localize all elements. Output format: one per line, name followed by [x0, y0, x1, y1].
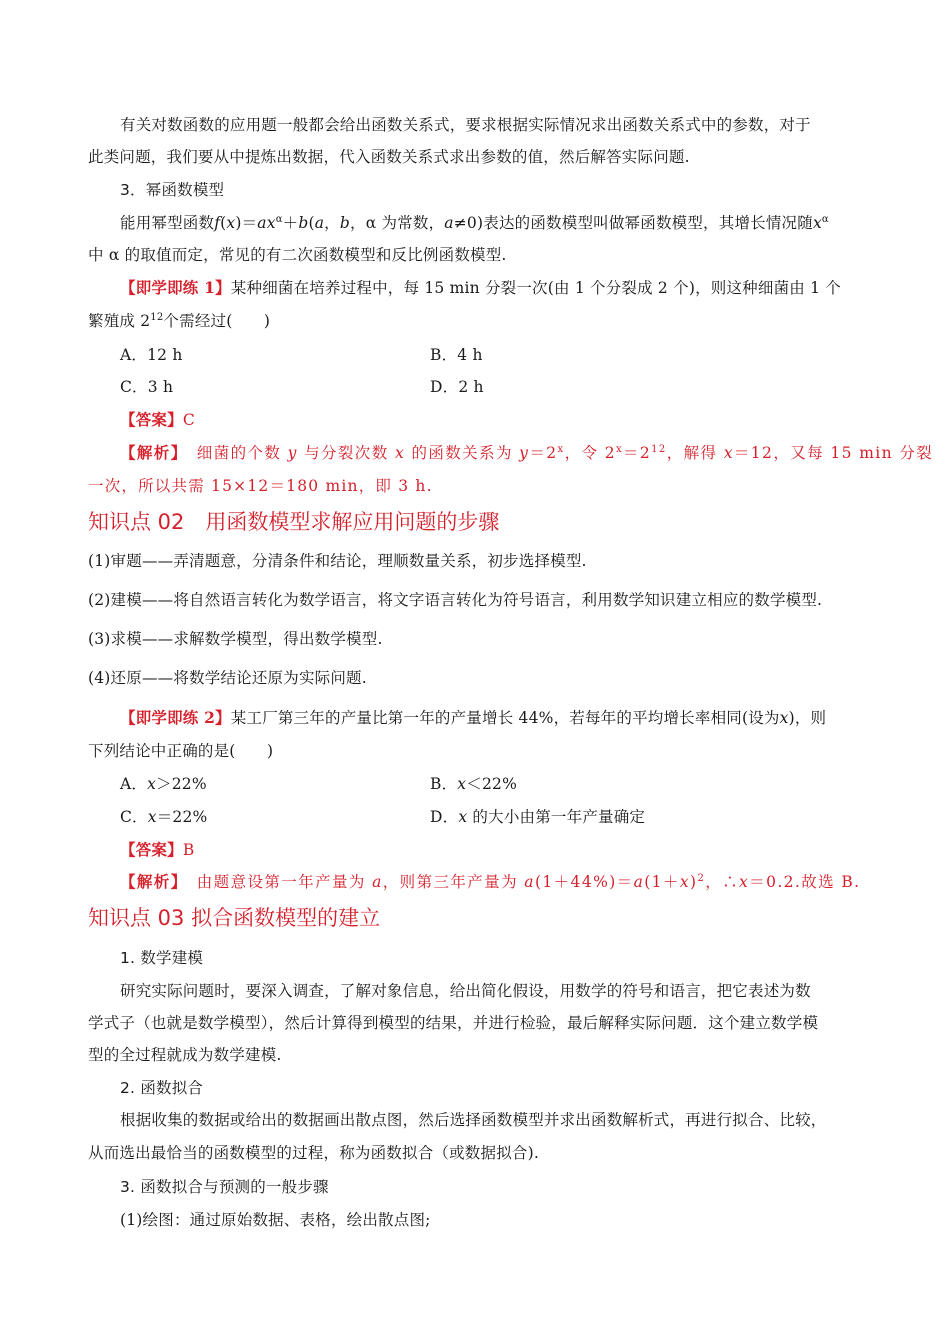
math-modeling-line-1: 研究实际问题时，要深入调查，了解对象信息，给出简化假设，用数学的符号和语言，把它表述为数 [120, 982, 811, 1000]
exercise-2-option-c: C．x＝22% [120, 808, 208, 826]
subsection-fitting-steps: 3. 函数拟合与预测的一般步骤 [120, 1178, 329, 1196]
step-2-modeling: (2)建模——将自然语言转化为数学语言，将文字语言转化为符号语言，利用数学知识建立相应的数学模型. [88, 591, 823, 609]
exercise-1-option-a: A．12 h [120, 346, 183, 364]
exercise-1-analysis-line-1: 【解析】 细菌的个数 y 与分裂次数 x 的函数关系为 $y=2^x$，令 $2^x=2^{12}$，解得 x＝12，又每 15 min 分裂 [120, 443, 934, 462]
intro-line-1: 有关对数函数的应用题一般都会给出函数关系式，要求根据实际情况求出函数关系式中的参数，对于 [120, 116, 811, 134]
function-fitting-line-1: 根据收集的数据或给出的数据画出散点图，然后选择函数模型并求出函数解析式，再进行拟合、比较， [120, 1111, 827, 1129]
exercise-1-option-c: C．3 h [120, 378, 174, 396]
power-model-line-2: 中 α 的取值而定，常见的有二次函数模型和反比例函数模型. [88, 246, 507, 264]
math-modeling-line-2: 学式子（也就是数学模型），然后计算得到模型的结果，并进行检验，最后解释实际问题．这个建立数学模 [88, 1014, 819, 1032]
exercise-1-option-d: D．2 h [430, 378, 484, 396]
subsection-math-modeling: 1. 数学建模 [120, 949, 204, 967]
subsection-function-fitting: 2. 函数拟合 [120, 1079, 204, 1097]
step-3-solve: (3)求模——求解数学模型，得出数学模型. [88, 630, 383, 648]
knowledge-point-02-title: 知识点 02 用函数模型求解应用问题的步骤 [88, 510, 500, 534]
step-1-review: (1)审题——弄清题意，分清条件和结论，理顺数量关系，初步选择模型. [88, 552, 587, 570]
exercise-1-tag: 【即学即练 1】 [120, 278, 231, 297]
fitting-step-1: (1)绘图：通过原始数据、表格，绘出散点图; [120, 1211, 431, 1229]
exercise-2-question-line-2: 下列结论中正确的是( ) [88, 742, 274, 760]
exercise-2-analysis: 【解析】 由题意设第一年产量为 a，则第三年产量为 $a(1+44\%)=a(1+x)^2$，∴x＝0.2.故选 B. [120, 872, 861, 891]
math-modeling-line-3: 型的全过程就成为数学建模. [88, 1046, 282, 1064]
function-fitting-line-2: 从而选出最恰当的函数模型的过程，称为函数拟合（或数据拟合). [88, 1144, 539, 1162]
exercise-1-question-line-1: 【即学即练 1】某种细菌在培养过程中，每 15 min 分裂一次(由 1 个分裂成 2 个)，则这种细菌由 1 个 [120, 278, 841, 297]
knowledge-point-03-title: 知识点 03 拟合函数模型的建立 [88, 906, 381, 930]
exercise-1-analysis-line-2: 一次，所以共需 15×12＝180 min，即 3 h. [88, 477, 433, 495]
exercise-2-option-a: A．x＞22% [120, 775, 207, 793]
exercise-2-option-d: D．x 的大小由第一年产量确定 [430, 808, 646, 826]
section-title-power-model: 3．幂函数模型 [120, 181, 225, 199]
exercise-1-answer: 【答案】C [120, 410, 195, 429]
exercise-2-option-b: B．x＜22% [430, 775, 518, 793]
exercise-1-option-b: B．4 h [430, 346, 483, 364]
exercise-2-question-line-1: 【即学即练 2】某工厂第三年的产量比第一年的产量增长 44%，若每年的平均增长率相同(设为x)，则 [120, 708, 827, 727]
exercise-2-tag: 【即学即练 2】 [120, 708, 231, 727]
exercise-1-question-line-2: 繁殖成 $2^{12}$个需经过( ) [88, 312, 271, 330]
power-model-line-1: 能用幂型函数$f(x)=ax^\alpha+b(a$，b，α 为常数，a≠0)表达的函数模型叫做幂函数模型，其增长情况随$x^\alpha$ [120, 214, 829, 232]
step-4-restore: (4)还原——将数学结论还原为实际问题. [88, 669, 367, 687]
intro-line-2: 此类问题，我们要从中提炼出数据，代入函数关系式求出参数的值，然后解答实际问题. [88, 148, 690, 166]
exercise-2-answer: 【答案】B [120, 840, 195, 859]
